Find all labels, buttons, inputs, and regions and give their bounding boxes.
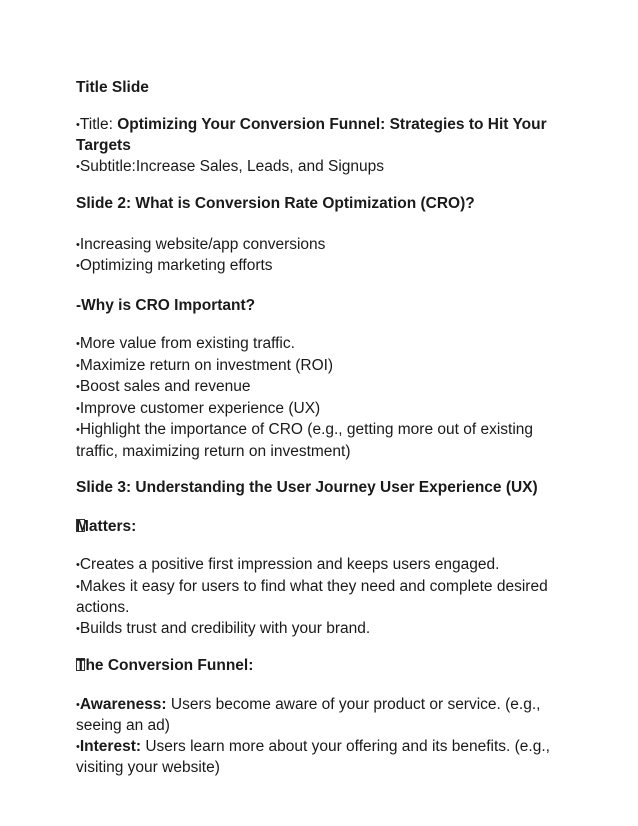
list-item: • Improve customer experience (UX) <box>76 399 556 421</box>
title-line <box>76 115 556 157</box>
why-cro-bullet-list <box>76 334 556 462</box>
subtitle-line <box>76 157 556 179</box>
funnel-stage-interest: • Interest: Users learn more about your offering and its benefits. (e.g., visiting your website) <box>76 737 556 779</box>
slide2-bullet-list <box>76 235 556 278</box>
list-item: • Optimizing marketing efforts <box>76 256 556 278</box>
title-prefix: Title: <box>79 115 118 133</box>
conversion-funnel-heading: The Conversion Funnel: <box>76 657 254 674</box>
list-item: • Makes it easy for users to find what they need and complete desired actions. <box>76 577 556 619</box>
ux-bullet-list <box>76 555 556 640</box>
slide3-heading: Slide 3: Understanding the User Journey User Experience (UX) <box>76 479 538 496</box>
missing-glyph-icon <box>76 658 85 671</box>
title-slide-heading: Title Slide <box>76 79 149 96</box>
slide2-heading: Slide 2: What is Conversion Rate Optimization (CRO)? <box>76 195 475 212</box>
subtitle-text: Subtitle:Increase Sales, Leads, and Signups <box>79 157 385 175</box>
list-item: • More value from existing traffic. <box>76 334 556 356</box>
document-page <box>76 78 556 779</box>
list-item: • Creates a positive first impression and keeps users engaged. <box>76 555 556 577</box>
list-item: • Boost sales and revenue <box>76 377 556 399</box>
list-item: • Maximize return on investment (ROI) <box>76 356 556 378</box>
list-item: • Increasing website/app conversions <box>76 235 556 257</box>
list-item: • Highlight the importance of CRO (e.g., getting more out of existing traffic, maximizing return on investment) <box>76 420 556 462</box>
title-text: Optimizing Your Conversion Funnel: Strategies to Hit Your Targets <box>76 115 547 154</box>
funnel-stage-list <box>76 695 556 779</box>
funnel-stage-awareness: • Awareness: Users become aware of your product or service. (e.g., seeing an ad) <box>76 695 556 737</box>
list-item: • Builds trust and credibility with your brand. <box>76 619 556 641</box>
why-cro-heading: -Why is CRO Important? <box>76 296 256 314</box>
missing-glyph-icon <box>76 519 85 532</box>
matters-heading: Matters: <box>76 517 137 535</box>
